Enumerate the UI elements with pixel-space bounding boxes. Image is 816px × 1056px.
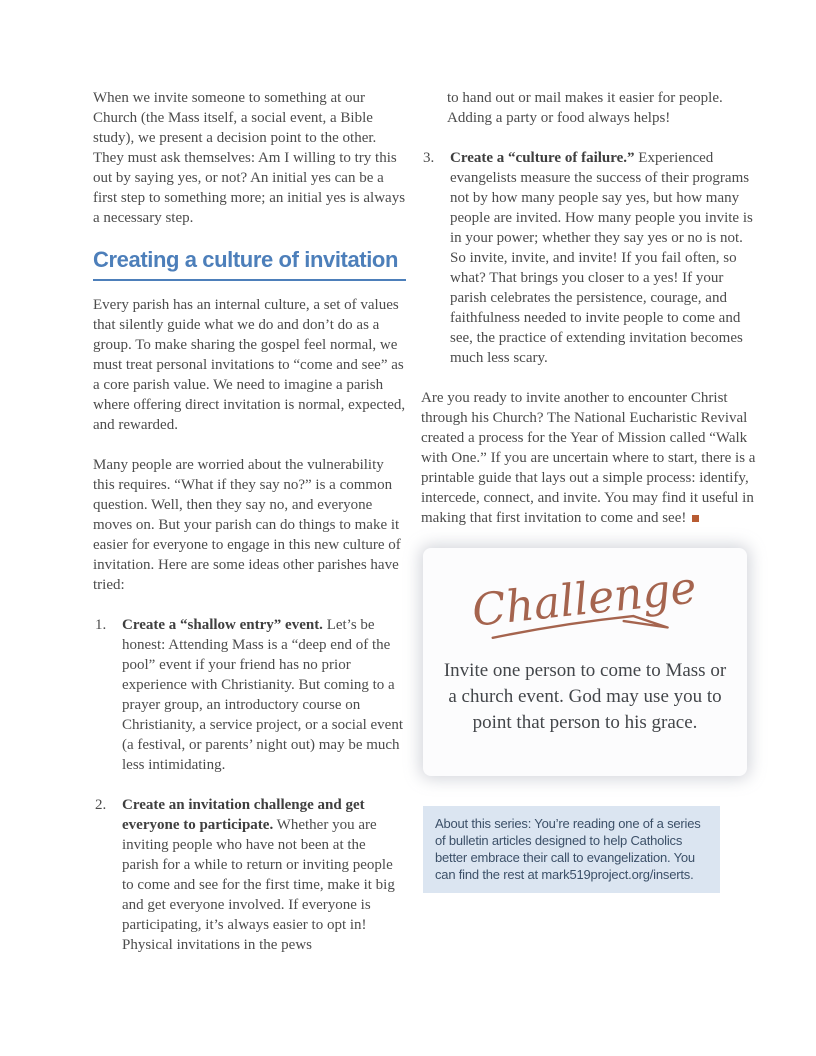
list-number: 2. — [95, 797, 107, 813]
about-series-box: About this series: You’re reading one of a series of bulletin articles designed to help Catholics better embrace their call to evangelization. You can find the rest at mark519project.org/inserts. — [423, 806, 720, 893]
closing-text: Are you ready to invite another to encounter Christ through his Church? The National Eucharistic Revival created a process for the Year of Mission called “Walk with One.” If you are uncertain where to start, there is a printable guide that lays out a simple process: identify, intercede, connect, and invite. You may find it useful in making that first invitation to come and see! — [421, 390, 756, 526]
list-item-rest: Let’s be honest: Attending Mass is a “deep end of the pool” event if your friend has no prior experience with Christianity. But coming to a prayer group, an introductory course on Christianity, a service project, or a social event (a festival, or parents’ night out) may be much less intimidating. — [122, 617, 404, 773]
list-item-1 — [93, 615, 406, 775]
section-heading: Creating a culture of invitation — [93, 248, 406, 281]
left-column — [93, 88, 406, 975]
vulnerability-paragraph: Many people are worried about the vulnerability this requires. “What if they say no?” is a common question. Well, then they say no, and everyone moves on. But your parish can do things to make it easier for everyone to engage in this new culture of invitation. Here are some ideas other parishes have tried: — [93, 457, 401, 593]
closing-paragraph — [421, 388, 758, 528]
challenge-body: Invite one person to come to Mass or a church event. God may use you to point that person to his grace. — [443, 660, 727, 733]
list-item-text — [122, 615, 406, 775]
list-item-lead: Create a “culture of failure.” — [450, 150, 635, 166]
list-item-2 — [93, 795, 406, 955]
intro-paragraph: When we invite someone to something at our Church (the Mass itself, a social event, a Bible study), we present a decision point to the other. They must ask themselves: Am I willing to try this out by saying yes, or not? An initial yes can be a first step to something more; an initial yes is always a necessary step. — [93, 90, 406, 226]
list-item-2-continuation: to hand out or mail makes it easier for people. Adding a party or food always helps! — [447, 90, 723, 126]
article-end-mark — [692, 515, 699, 522]
culture-paragraph: Every parish has an internal culture, a set of values that silently guide what we do and don’t do as a group. To make sharing the gospel feel normal, we must treat personal invitations to “come and see” as a core parish value. We need to imagine a parish where offering direct invitation is normal, expected, and rewarded. — [93, 297, 406, 433]
list-number: 1. — [95, 617, 107, 633]
list-item-lead: Create an invitation challenge and get everyone to participate. — [122, 797, 365, 833]
list-item-lead: Create a “shallow entry” event. — [122, 617, 323, 633]
list-item-text — [450, 148, 758, 368]
right-column — [421, 88, 758, 893]
challenge-script-text: Challenge — [469, 562, 699, 637]
challenge-script-title — [460, 562, 710, 654]
list-item-text — [122, 795, 406, 955]
list-item-3 — [421, 148, 758, 368]
list-number: 3. — [423, 150, 435, 166]
list-item-rest: Whether you are inviting people who have not been at the parish for a while to return or inviting people to come and see for the first time, make it big and get everyone involved. If everyone is participating, it’s always easier to opt in! Physical invitations in the pews — [122, 817, 395, 953]
list-item-rest: Experienced evangelists measure the success of their programs not by how many people say yes, but how many people are invited. How many people you invite is in your power; whether they say yes or no is not. So invite, invite, and invite! If you fail often, so what? That brings you closer to a yes! If your parish celebrates the persistence, courage, and faithfulness needed to invite people to come and see, the practice of extending invitation becomes much less scary. — [450, 150, 753, 366]
challenge-card — [423, 548, 747, 776]
